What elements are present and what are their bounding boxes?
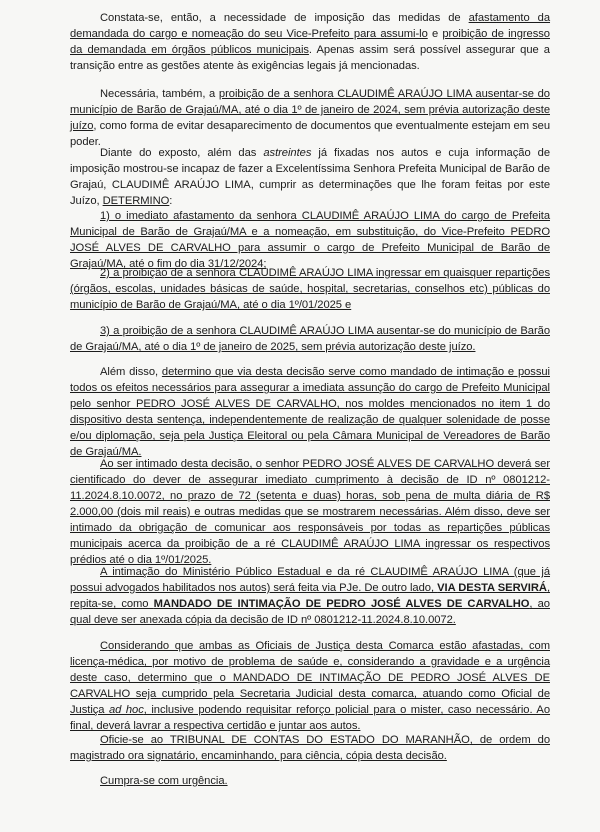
paragraph-intimation: A intimação do Ministério Público Estadual e da ré CLAUDIMÊ ARAÚJO LIMA (que já possui advogados habilitados nos autos) será feita via PJe. De outro lado, VIA DESTA SERVIRÁ, repita-se, como MANDADO DE INTIMAÇÃO DE PEDRO JOSÉ ALVES DE CARVALHO, ao qual deve ser anexada cópia da decisão de ID nº 0801212-11.2024.8.10.0072. (70, 566, 550, 626)
paragraph-notification-duty: Ao ser intimado desta decisão, o senhor PEDRO JOSÉ ALVES DE CARVALHO deverá ser cientificado do dever de assegurar imediato cumprimento à decisão de ID nº 0801212-11.2024.8.10.0072, no prazo de 72 (setenta e duas) horas, sob pena de multa diária de R$ 2.000,00 (dois mil reais) e outras medidas que se mostrarem necessárias. Além disso, deve ser intimado da obrigação de comunicar aos responsáveis por todas as repartições públicas municipais acerca da proibição de a ré CLAUDIMÊ ARAÚJO LIMA ingressar os respectivos prédios até o dia 1º/01/2025. (70, 458, 550, 566)
paragraph-bailiff-ad-hoc: Considerando que ambas as Oficiais de Justiça desta Comarca estão afastadas, com licença-médica, por motivo de problema de saúde e, considerando a gravidade e a urgência deste caso, determino que o MANDADO DE INTIMAÇÃO DE PEDRO JOSÉ ALVES DE CARVALHO seja cumprido pela Secretaria Judicial desta comarca, atuando como Oficial de Justiça ad hoc, inclusive podendo requisitar reforço policial para o mister, caso necessário. Ao final, deverá lavrar a respectiva certidão e juntar aos autos. (70, 640, 551, 732)
paragraph-court-of-accounts: Oficie-se ao TRIBUNAL DE CONTAS DO ESTADO DO MARANHÃO, de ordem do magistrado ora signatário, encaminhando, para ciência, cópia desta decisão. (70, 734, 550, 762)
paragraph-travel-prohibition: Necessária, também, a proibição de a senhora CLAUDIMÊ ARAÚJO LIMA ausentar-se do município de Barão de Grajaú/MA, até o dia 1º de janeiro de 2024, sem prévia autorização deste juízo, como forma de evitar desaparecimento de documentos que eventualmente estejam em seu poder. (70, 88, 550, 148)
paragraph-urgency: Cumpra-se com urgência. (100, 775, 228, 787)
paragraph-item-1: 1) o imediato afastamento da senhora CLAUDIMÊ ARAÚJO LIMA do cargo de Prefeita Municipal de Barão de Grajaú/MA e a nomeação, em substituição, do Vice-Prefeito PEDRO JOSÉ ALVES DE CARVALHO para assumir o cargo de Prefeito Municipal de Barão de Grajaú/MA, até o fim do dia 31/12/2024; (70, 210, 550, 270)
paragraph-determination-intro: Diante do exposto, além das astreintes já fixadas nos autos e cuja informação de imposição mostrou-se incapaz de fazer a Excelentíssima Senhora Prefeita Municipal de Barão de Grajaú, CLAUDIMÊ ARAÚJO LIMA, cumprir as determinações que lhe foram feitas por este Juízo, DETERMINO: (70, 147, 550, 207)
paragraph-item-2: 2) a proibição de a senhora CLAUDIMÊ ARAÚJO LIMA ingressar em quaisquer repartições (órgãos, escolas, unidades básicas de saúde, hospital, secretarias, conselhos etc) públicas do município de Barão de Grajaú/MA, até o dia 1º/01/2025 e (70, 267, 550, 311)
paragraph-item-3: 3) a proibição de a senhora CLAUDIMÊ ARAÚJO LIMA ausentar-se do município de Barão de Grajaú/MA, até o dia 1º de janeiro de 2025, sem prévia autorização deste juízo. (70, 325, 550, 353)
paragraph-mandate-effects: Além disso, determino que via desta decisão serve como mandado de intimação e possui todos os efeitos necessários para assegurar a imediata assunção do cargo de Prefeito Municipal pelo senhor PEDRO JOSÉ ALVES DE CARVALHO, nos moldes mencionados no item 1 do dispositivo desta sentença, independentemente de realização de qualquer solenidade de posse e/ou diplomação, seja pela Justiça Eleitoral ou pela Câmara Municipal de Vereadores de Barão de Grajaú/MA. (70, 366, 550, 458)
paragraph-necessity-measures: Constata-se, então, a necessidade de imposição das medidas de afastamento da demandada do cargo e nomeação do seu Vice-Prefeito para assumi-lo e proibição de ingresso da demandada em órgãos públicos municipais. Apenas assim será possível assegurar que a transição entre as gestões atente às exigências legais já mencionadas. (70, 12, 551, 72)
